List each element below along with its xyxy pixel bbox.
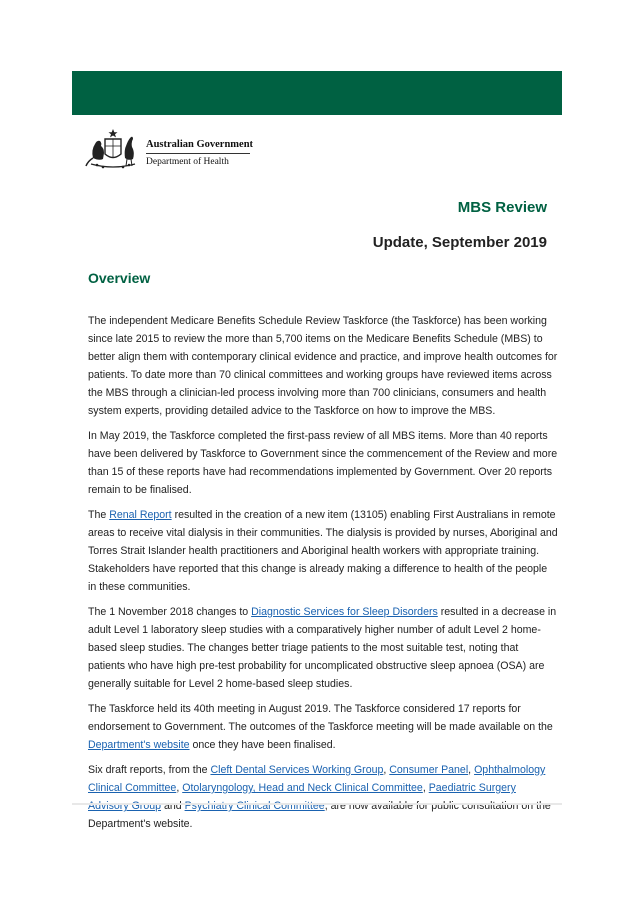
page-subtitle: Update, September 2019 [372,234,547,251]
document-body [88,312,558,840]
government-name: Australian Government [146,139,254,150]
paediatric-surgery-link[interactable]: Paediatric Surgery Advisory Group [88,782,516,812]
psychiatry-link[interactable]: Psychiatry Clinical Committee [184,800,325,812]
header-banner [72,71,562,115]
paragraph-intro: The independent Medicare Benefits Schedule Review Taskforce (the Taskforce) has been working since late 2015 to review the more than 5,700 items on the Medicare Benefits Schedule (MBS) to better align them with contemporary clinical evidence and practice, and improve health outcomes for patients. To date more than 70 clinical committees and working groups have reviewed items across the MBS through a clinician-led process involving more than 700 clinicians, consumers and health system experts, providing detailed advice to the Taskforce on how to improve the MBS. [88,315,558,417]
paragraph-renal: The Renal Report resulted in the creation of a new item (13105) enabling First Australians in remote areas to receive vital dialysis in their communities. The dialysis is provided by nurses, Aboriginal and Torres Strait Islander health practitioners and Aboriginal health workers with appropriate training. Stakeholders have reported that this change is already making a difference to health of the people in these communities. [88,509,558,593]
otolaryngology-link[interactable]: Otolaryngology, Head and Neck Clinical Committee [182,782,423,794]
department-website-link[interactable]: Department's website [88,739,190,751]
paragraph-first-pass: In May 2019, the Taskforce completed the first-pass review of all MBS items. More than 40 reports have been delivered by Taskforce to Government since the commencement of the Review and more than 15 of these reports have had recommendations implemented by Government. Over 20 reports remain to be finalised. [88,430,558,496]
page-title: MBS Review [457,199,547,216]
footer-divider [72,803,562,805]
cleft-dental-link[interactable]: Cleft Dental Services Working Group [210,764,384,776]
paragraph-meeting: The Taskforce held its 40th meeting in August 2019. The Taskforce considered 17 reports for endorsement to Government. The outcomes of the Taskforce meeting will be made available on the Department's website once they have been finalised. [88,703,553,751]
coat-of-arms-icon [85,128,141,170]
sleep-disorders-link[interactable]: Diagnostic Services for Sleep Disorders [251,606,438,618]
department-name: Department of Health [146,157,229,167]
section-heading-overview: Overview [88,270,151,286]
logo-divider [146,153,250,154]
paragraph-sleep: The 1 November 2018 changes to Diagnostic Services for Sleep Disorders resulted in a decrease in adult Level 1 laboratory sleep studies with a comparatively higher number of adult Level 2 home-based sleep studies. The changes better triage patients to the most suitable test, noting that patients who have high pre-test probability for uncomplicated obstructive sleep apnoea (OSA) are generally suitable for Level 2 home-based sleep studies. [88,606,557,690]
ophthalmology-link[interactable]: Ophthalmology Clinical Committee [88,764,546,794]
consumer-panel-link[interactable]: Consumer Panel [389,764,469,776]
government-logo-text [146,139,256,168]
paragraph-draft-reports: Six draft reports, from the Cleft Dental Services Working Group, Consumer Panel, Ophthalmology Clinical Committee, Otolaryngology, Head and Neck Clinical Committee, Paediatric Surgery Advisory Group and Psychiatry Clinical Committee, are now available for public consultation on the Department's website. [88,764,551,830]
renal-report-link[interactable]: Renal Report [109,509,172,521]
